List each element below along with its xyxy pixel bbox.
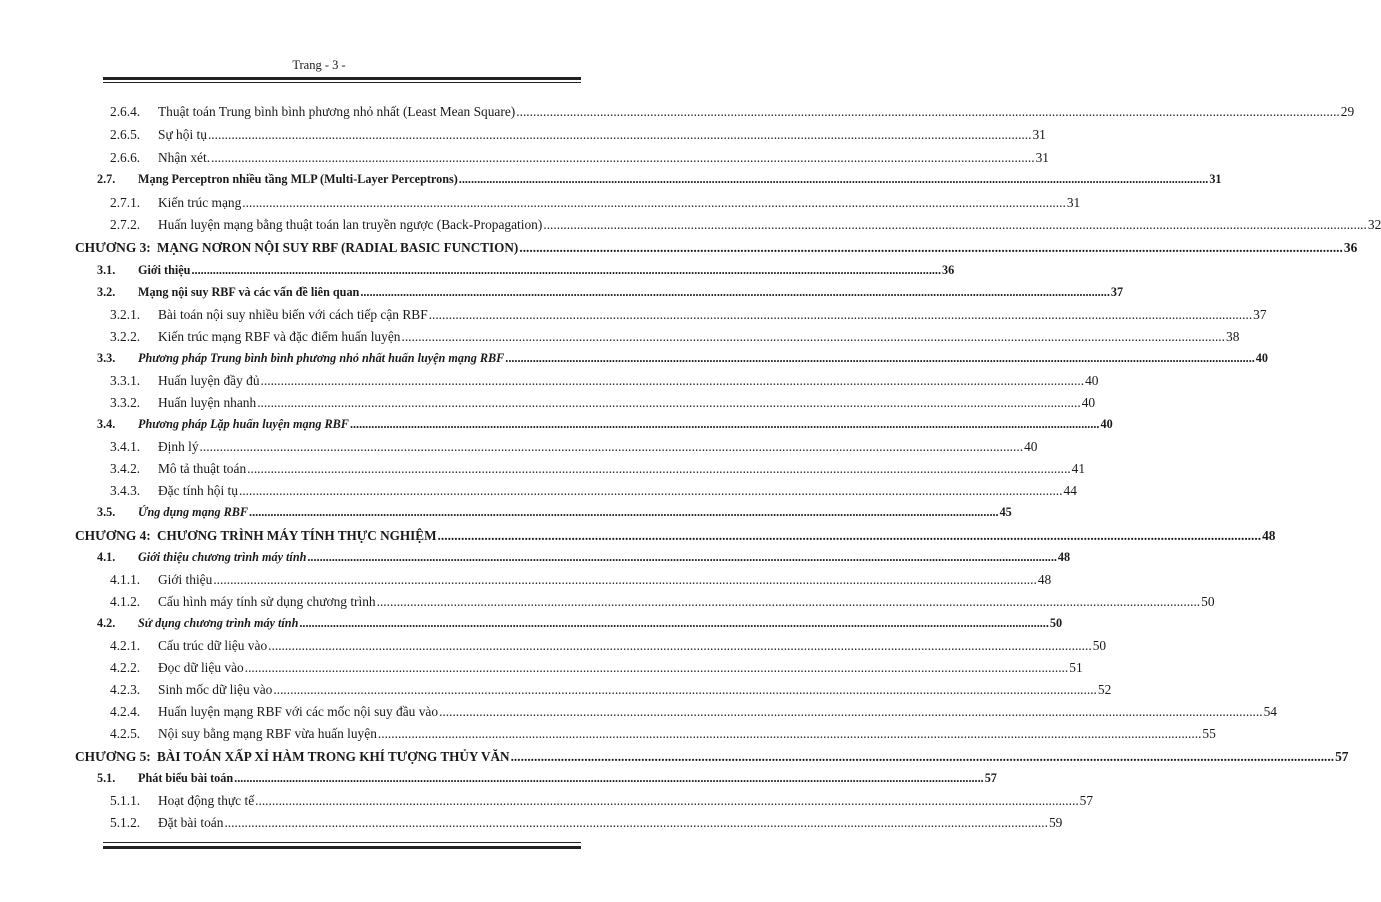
toc-entry-title: Đọc dữ liệu vào	[158, 660, 244, 675]
toc-dot-leader: ......................................................................................................................................................................................................................................................	[299, 616, 1049, 630]
toc-entry-number: 4.1.2.	[110, 594, 141, 609]
toc-dot-leader: ......................................................................................................................................................................................................................................................	[199, 439, 1024, 454]
toc-dot-leader: ......................................................................................................................................................................................................................................................	[505, 351, 1255, 365]
toc-dot-leader: ......................................................................................................................................................................................................................................................	[543, 217, 1367, 232]
toc-entry-page: 40	[1100, 417, 1113, 431]
toc-entry[interactable]	[97, 263, 955, 278]
toc-entry-title: Sự hội tụ	[158, 127, 207, 142]
toc-entry-page: 40	[1085, 373, 1099, 388]
toc-entry-page: 50	[1201, 594, 1215, 609]
toc-dot-leader: ......................................................................................................................................................................................................................................................	[191, 263, 941, 277]
toc-entry-title: Thuật toán Trung bình bình phương nhỏ nhất (Least Mean Square)	[158, 104, 516, 119]
toc-dot-leader: ......................................................................................................................................................................................................................................................	[516, 104, 1340, 119]
toc-dot-leader: ......................................................................................................................................................................................................................................................	[244, 660, 1069, 675]
toc-dot-leader: ......................................................................................................................................................................................................................................................	[307, 550, 1057, 564]
toc-entry-title: Cấu hình máy tính sử dụng chương trình	[158, 594, 376, 609]
toc-dot-leader: ......................................................................................................................................................................................................................................................	[439, 704, 1263, 719]
toc-entry-page: 54	[1263, 704, 1277, 719]
toc-entry-number: 4.2.5.	[110, 726, 141, 741]
toc-entry[interactable]	[97, 417, 1113, 432]
toc-entry-page: 51	[1069, 660, 1083, 675]
toc-entry-number: 3.2.1.	[110, 307, 141, 322]
toc-dot-leader: ......................................................................................................................................................................................................................................................	[273, 682, 1097, 697]
toc-entry[interactable]	[75, 749, 1349, 765]
toc-entry-number: 3.3.1.	[110, 373, 141, 388]
toc-entry-page: 41	[1071, 461, 1086, 476]
toc-entry-page: 50	[1049, 616, 1063, 630]
toc-entry-title: MẠNG NƠRON NỘI SUY RBF (RADIAL BASIC FUNCTION)	[157, 240, 519, 255]
toc-entry[interactable]	[110, 704, 1277, 720]
toc-entry-title: Cấu trúc dữ liệu vào	[158, 638, 268, 653]
toc-entry-title: Hoạt động thực tế	[158, 793, 255, 808]
toc-entry-number: 3.3.	[97, 351, 116, 365]
toc-entry-page: 59	[1048, 815, 1063, 830]
toc-entry-number: 3.5.	[97, 505, 116, 519]
toc-dot-leader: ......................................................................................................................................................................................................................................................	[255, 793, 1079, 808]
toc-entry-title: Mô tả thuật toán	[158, 461, 247, 476]
toc-entry-number: 2.6.6.	[110, 150, 141, 165]
toc-entry[interactable]	[97, 616, 1063, 631]
toc-entry-number: 2.7.1.	[110, 195, 141, 210]
toc-entry-title: Kiến trúc mạng RBF và đặc điểm huấn luyện	[158, 329, 401, 344]
toc-entry-page: 57	[1079, 793, 1094, 808]
toc-dot-leader: ......................................................................................................................................................................................................................................................	[268, 638, 1092, 653]
toc-entry[interactable]	[110, 395, 1096, 411]
toc-entry-title: Giới thiệu	[158, 572, 213, 587]
toc-dot-leader: ......................................................................................................................................................................................................................................................	[242, 195, 1066, 210]
toc-entry-page: 40	[1255, 351, 1268, 365]
toc-entry-title: Phương pháp Trung bình bình phương nhỏ nhất huấn luyện mạng RBF	[138, 351, 505, 365]
header-rule-thick	[103, 77, 581, 80]
toc-entry-page: 45	[999, 505, 1012, 519]
toc-entry[interactable]	[110, 307, 1267, 323]
toc-entry-number: 3.4.	[97, 417, 116, 431]
toc-entry[interactable]	[110, 682, 1112, 698]
toc-entry[interactable]	[75, 240, 1358, 256]
toc-entry-title: BÀI TOÁN XẤP XỈ HÀM TRONG KHÍ TƯỢNG THỦY VĂN	[157, 749, 510, 764]
toc-dot-leader: ......................................................................................................................................................................................................................................................	[360, 285, 1110, 299]
toc-entry-title: Huấn luyện đầy đủ	[158, 373, 260, 388]
toc-entry-number: 4.2.3.	[110, 682, 141, 697]
toc-entry-page: 31	[1035, 150, 1049, 165]
page-header: Trang - 3 -	[292, 58, 346, 72]
toc-entry-page: 48	[1057, 550, 1071, 564]
toc-entry-number: 3.4.3.	[110, 483, 141, 498]
toc-entry-page: 36	[942, 263, 955, 277]
toc-entry-number: 3.4.2.	[110, 461, 141, 476]
toc-entry-title: Mạng nội suy RBF và các vấn đề liên quan	[138, 285, 360, 299]
toc-entry[interactable]	[110, 815, 1063, 831]
toc-entry[interactable]	[110, 150, 1049, 166]
toc-entry-number: 4.2.1.	[110, 638, 141, 653]
toc-entry-page: 32	[1367, 217, 1381, 232]
toc-entry-page: 55	[1202, 726, 1216, 741]
toc-entry-title: Đặc tính hội tụ	[158, 483, 238, 498]
toc-dot-leader: ......................................................................................................................................................................................................................................................	[238, 483, 1063, 498]
toc-dot-leader: ......................................................................................................................................................................................................................................................	[428, 307, 1253, 322]
toc-entry-page: 52	[1097, 682, 1112, 697]
toc-entry[interactable]	[110, 461, 1086, 477]
toc-entry-number: 4.1.1.	[110, 572, 141, 587]
toc-entry-title: CHƯƠNG TRÌNH MÁY TÍNH THỰC NGHIỆM	[157, 528, 437, 543]
toc-entry-number: 3.1.	[97, 263, 116, 277]
toc-entry-page: 57	[984, 771, 997, 785]
toc-entry-title: Huấn luyện mạng RBF với các mốc nội suy đầu vào	[158, 704, 439, 719]
toc-entry-number: CHƯƠNG 5:	[75, 749, 151, 764]
toc-entry-number: 5.1.	[97, 771, 116, 785]
toc-entry-title: Sinh mốc dữ liệu vào	[158, 682, 273, 697]
toc-entry[interactable]	[97, 172, 1222, 187]
toc-entry-number: 5.1.1.	[110, 793, 141, 808]
toc-entry-number: CHƯƠNG 3:	[75, 240, 151, 255]
toc-entry-page: 29	[1340, 104, 1355, 119]
toc-entry-title: Nội suy bằng mạng RBF vừa huấn luyện	[158, 726, 377, 741]
toc-entry-number: 3.2.	[97, 285, 116, 299]
toc-entry-title: Đặt bài toán	[158, 815, 224, 830]
toc-entry[interactable]	[97, 550, 1071, 565]
toc-entry-page: 40	[1081, 395, 1096, 410]
toc-entry-page: 37	[1253, 307, 1267, 322]
toc-entry-page: 31	[1066, 195, 1081, 210]
toc-entry-title: Huấn luyện mạng bằng thuật toán lan truyền ngược (Back-Propagation)	[158, 217, 543, 232]
toc-entry-page: 44	[1063, 483, 1077, 498]
toc-entry-number: 3.4.1.	[110, 439, 141, 454]
toc-entry[interactable]	[97, 771, 997, 786]
toc-dot-leader: ......................................................................................................................................................................................................................................................	[213, 572, 1037, 587]
toc-entry-page: 50	[1092, 638, 1107, 653]
toc-entry-number: 4.2.2.	[110, 660, 141, 675]
toc-dot-leader: ......................................................................................................................................................................................................................................................	[234, 771, 984, 785]
toc-entry-page: 40	[1024, 439, 1038, 454]
toc-entry-title: Bài toán nội suy nhiều biến với cách tiếp cận RBF	[158, 307, 428, 322]
toc-entry[interactable]	[110, 217, 1381, 233]
toc-dot-leader: ......................................................................................................................................................................................................................................................	[349, 417, 1100, 431]
toc-entry[interactable]	[110, 638, 1107, 654]
toc-entry-page: 48	[1262, 528, 1276, 543]
footer-rule-thick	[103, 846, 581, 849]
toc-dot-leader: ......................................................................................................................................................................................................................................................	[437, 528, 1262, 543]
toc-dot-leader: ......................................................................................................................................................................................................................................................	[377, 726, 1202, 741]
toc-entry[interactable]	[110, 195, 1081, 211]
toc-entry-page: 36	[1343, 240, 1358, 255]
toc-entry[interactable]	[75, 528, 1276, 544]
toc-entry-page: 48	[1037, 572, 1052, 587]
toc-entry[interactable]	[110, 726, 1216, 742]
toc-dot-leader: ......................................................................................................................................................................................................................................................	[211, 150, 1035, 165]
toc-entry-title: Huấn luyện nhanh	[158, 395, 257, 410]
toc-entry-number: 2.6.4.	[110, 104, 141, 119]
toc-entry[interactable]	[110, 483, 1077, 499]
toc-entry-title: Phương pháp Lặp huấn luyện mạng RBF	[138, 417, 349, 431]
toc-entry[interactable]	[110, 660, 1083, 676]
toc-entry-title: Ứng dụng mạng RBF	[138, 505, 249, 519]
toc-entry[interactable]	[110, 127, 1046, 143]
toc-dot-leader: ......................................................................................................................................................................................................................................................	[458, 172, 1209, 186]
toc-entry-number: 5.1.2.	[110, 815, 141, 830]
toc-entry-number: 2.7.2.	[110, 217, 141, 232]
toc-entry-number: 2.7.	[97, 172, 116, 186]
toc-entry[interactable]	[97, 505, 1012, 520]
toc-dot-leader: ......................................................................................................................................................................................................................................................	[519, 240, 1343, 255]
toc-entry-title: Nhận xét.	[158, 150, 211, 165]
toc-entry-number: 2.6.5.	[110, 127, 141, 142]
toc-dot-leader: ......................................................................................................................................................................................................................................................	[260, 373, 1085, 388]
toc-dot-leader: ......................................................................................................................................................................................................................................................	[207, 127, 1032, 142]
toc-dot-leader: ......................................................................................................................................................................................................................................................	[224, 815, 1048, 830]
toc-entry-title: Phát biểu bài toán	[138, 771, 234, 785]
toc-entry[interactable]	[110, 329, 1240, 345]
toc-entry[interactable]	[110, 594, 1215, 610]
toc-entry[interactable]	[97, 285, 1124, 300]
toc-entry-number: 4.2.4.	[110, 704, 141, 719]
toc-entry-title: Định lý	[158, 439, 199, 454]
toc-entry-page: 57	[1335, 749, 1349, 764]
toc-dot-leader: ......................................................................................................................................................................................................................................................	[257, 395, 1081, 410]
toc-entry-page: 38	[1226, 329, 1240, 344]
toc-dot-leader: ......................................................................................................................................................................................................................................................	[249, 505, 999, 519]
toc-entry-page: 31	[1032, 127, 1046, 142]
toc-dot-leader: ......................................................................................................................................................................................................................................................	[401, 329, 1225, 344]
toc-dot-leader: ......................................................................................................................................................................................................................................................	[510, 749, 1335, 764]
toc-entry[interactable]	[110, 572, 1052, 588]
toc-entry-number: 3.3.2.	[110, 395, 141, 410]
toc-entry[interactable]	[110, 439, 1038, 455]
toc-entry-number: 4.2.	[97, 616, 116, 630]
toc-entry-title: Giới thiệu	[138, 263, 191, 277]
toc-entry-page: 31	[1209, 172, 1222, 186]
toc-entry-title: Giới thiệu chương trình máy tính	[138, 550, 307, 564]
toc-entry[interactable]	[110, 373, 1099, 389]
toc-entry-title: Sử dụng chương trình máy tính	[138, 616, 299, 630]
header-rule-thin	[103, 82, 581, 83]
toc-entry-title: Mạng Perceptron nhiều tầng MLP (Multi-Layer Perceptrons)	[138, 172, 458, 186]
toc-entry[interactable]	[97, 351, 1268, 366]
toc-entry-title: Kiến trúc mạng	[158, 195, 242, 210]
toc-entry-number: 4.1.	[97, 550, 116, 564]
toc-entry[interactable]	[110, 104, 1355, 120]
toc-entry-number: 3.2.2.	[110, 329, 141, 344]
toc-dot-leader: ......................................................................................................................................................................................................................................................	[247, 461, 1071, 476]
toc-dot-leader: ......................................................................................................................................................................................................................................................	[376, 594, 1201, 609]
toc-entry[interactable]	[110, 793, 1094, 809]
footer-rule-thin	[103, 842, 581, 843]
toc-entry-number: CHƯƠNG 4:	[75, 528, 151, 543]
toc-entry-page: 37	[1110, 285, 1124, 299]
